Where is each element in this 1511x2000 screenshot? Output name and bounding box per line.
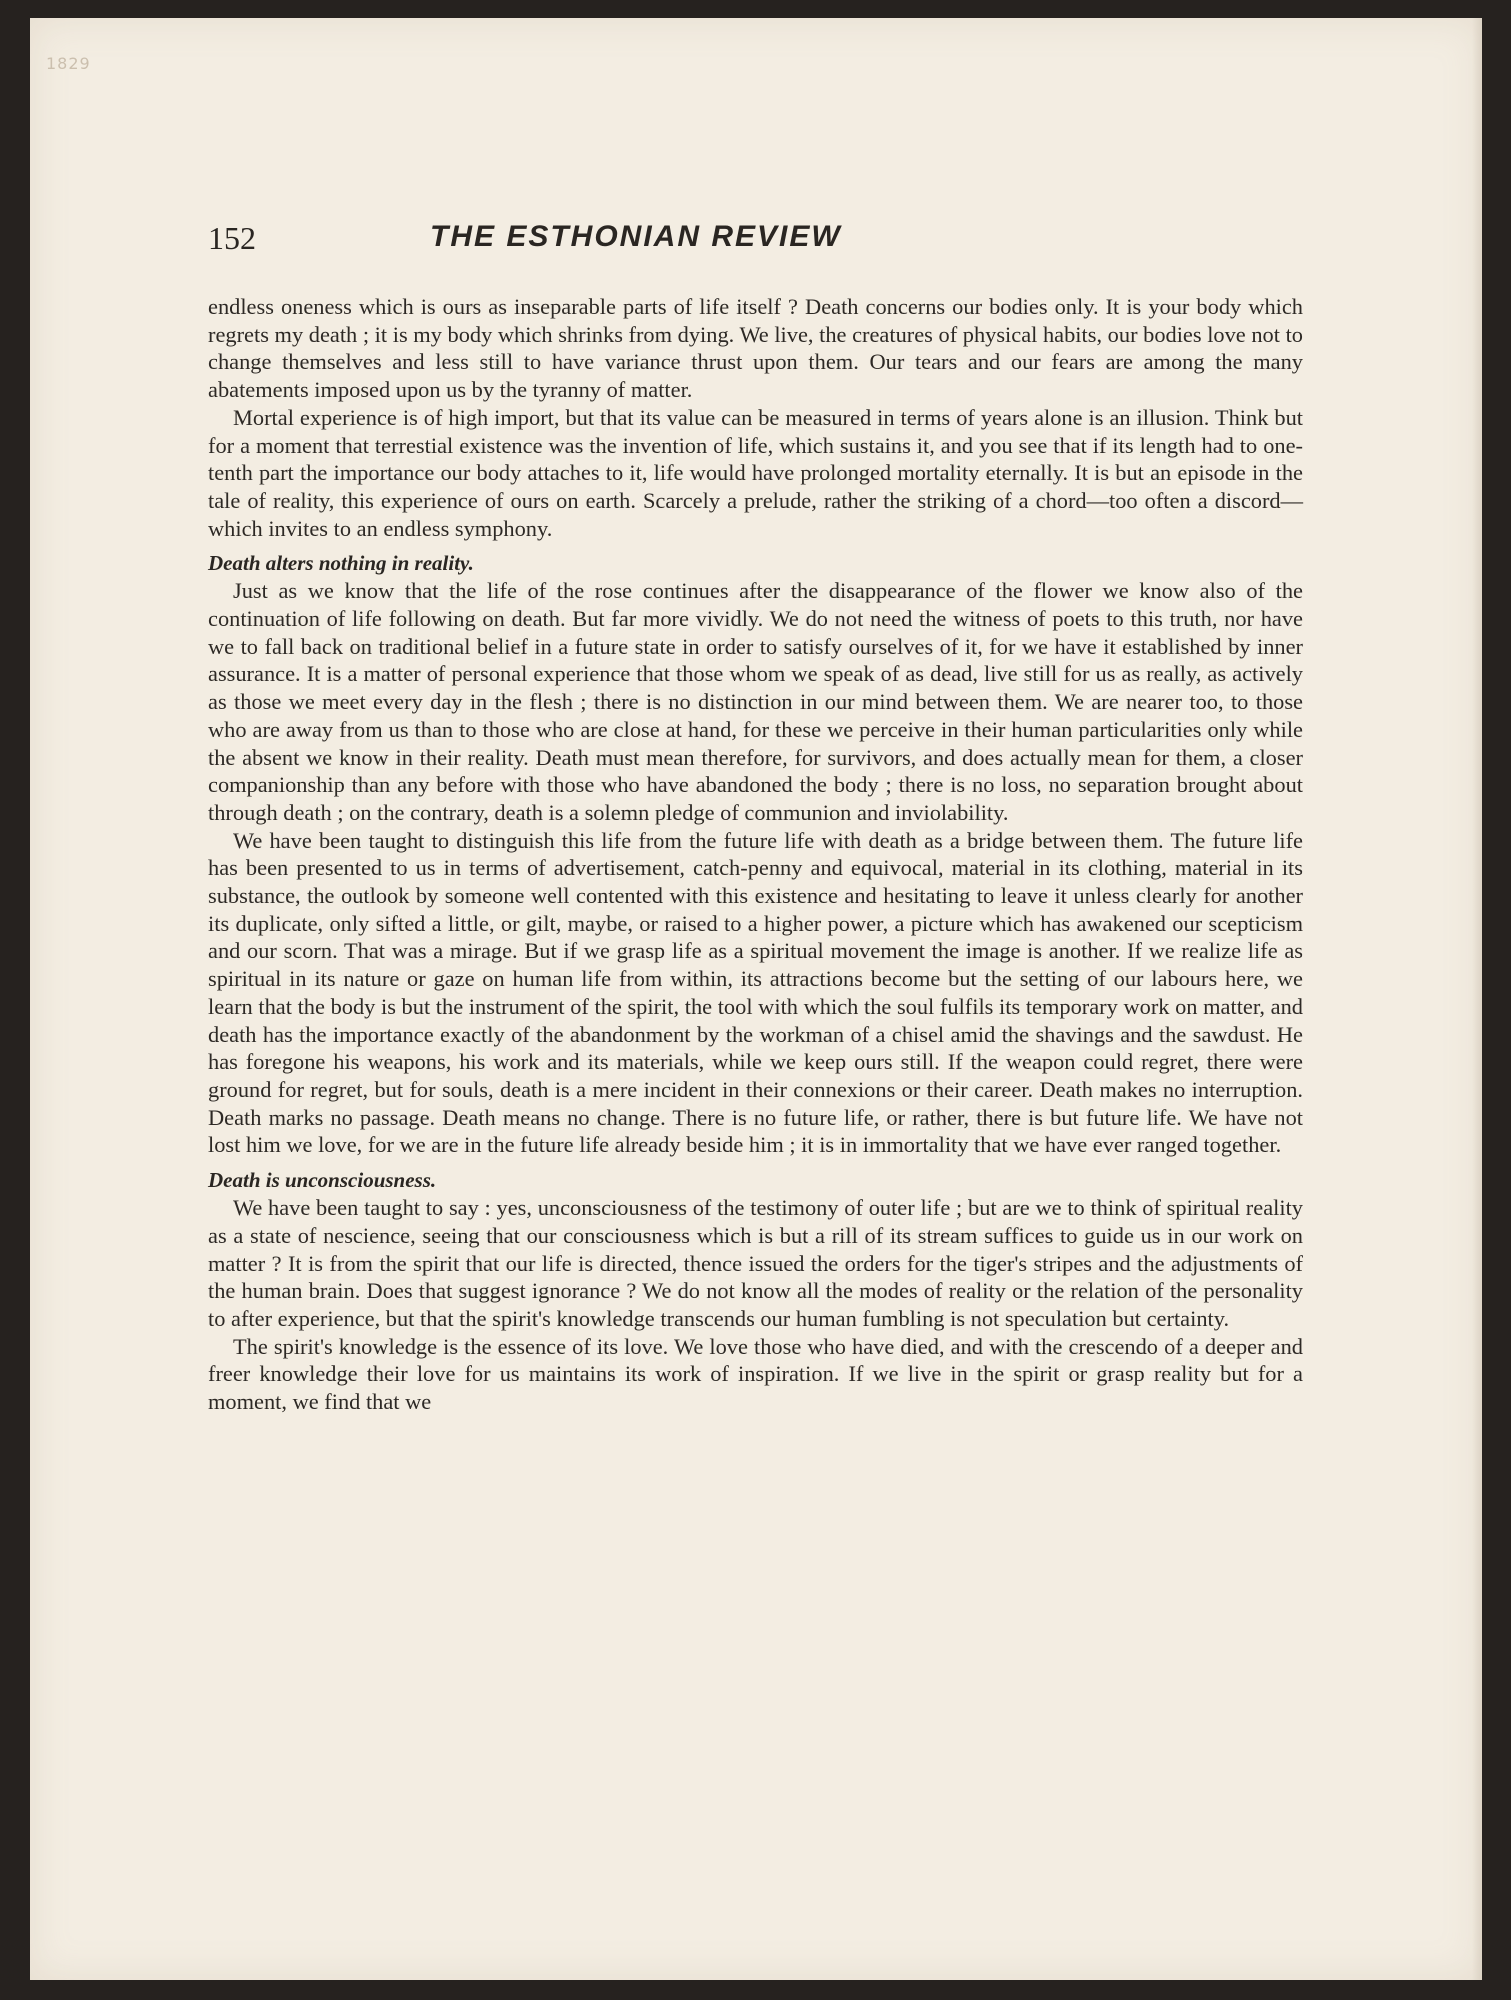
torn-right-edge <box>1472 18 1482 1980</box>
paragraph: endless oneness which is ours as inseparable parts of life itself ? Death concerns our bodies only. It is your body which regrets my death ; it is my body which shrinks from dying. We live, the creatures of physical habits, our bodies love not to change themselves and less still to have variance thrust upon them. Our tears and our fears are among the many abatements imposed upon us by the tyranny of matter. <box>208 294 1303 403</box>
paragraph: The spirit's knowledge is the essence of its love. We love those who have died, and with the crescendo of a deeper and freer knowledge their love for us maintains its work of inspiration. If we live in the spirit or grasp reality but for a moment, we find that we <box>208 1333 1303 1415</box>
paragraph: We have been taught to say : yes, unconsciousness of the testimony of outer life ; but are we to think of spiritual reality as a state of nescience, seeing that our consciousness which is but a rill of its stream suffices to guide us in our work on matter ? It is from the spirit that our life is directed, thence issued the orders for the tiger's stripes and the adjustments of the human brain. Does that suggest ignorance ? We do not know all the modes of reality or the relation of the personality to after experience, but that the spirit's knowledge transcends our human fumbling is not speculation but certainty. <box>208 1195 1303 1331</box>
article-body <box>208 293 1303 1416</box>
section-heading: Death is unconsciousness. <box>208 1168 437 1193</box>
journal-title: THE ESTHONIAN REVIEW <box>430 220 842 253</box>
section-heading: Death alters nothing in reality. <box>208 551 474 576</box>
running-head <box>208 220 1303 270</box>
paragraph: We have been taught to distinguish this life from the future life with death as a bridge between them. The future life has been presented to us in terms of advertisement, catch-penny and equivocal, material in its clothing, material in its substance, the outlook by someone well contented with this existence and hesitating to leave it unless clearly for another its duplicate, only sifted a little, or gilt, maybe, or raised to a higher power, a picture which has awakened our scepticism and our scorn. That was a mirage. But if we grasp life as a spiritual movement the image is another. If we realize life as spiritual in its nature or gaze on human life from within, its attractions become but the setting of our labours here, we learn that the body is but the instrument of the spirit, the tool with which the soul fulfils its temporary work on matter, and death has the importance exactly of the abandonment by the workman of a chisel amid the shavings and the sawdust. He has foregone his weapons, his work and its materials, while we keep ours still. If the weapon could regret, there were ground for regret, but for souls, death is a mere incident in their connexions or their career. Death makes no interruption. Death marks no passage. Death means no change. There is no future life, or rather, there is but future life. We have not lost him we love, for we are in the future life already beside him ; it is in immortality that we have ever ranged together. <box>208 827 1303 1158</box>
page-number: 152 <box>208 220 256 256</box>
paragraph: Mortal experience is of high import, but that its value can be measured in terms of years alone is an illusion. Think but for a moment that terrestial existence was the invention of life, which sustains it, and you see that if its length had to one-tenth part the importance our body attaches to it, life would have prolonged mortality eternally. It is but an episode in the tale of reality, this experience of ours on earth. Scarcely a prelude, rather the striking of a chord—too often a discord—which invites to an endless symphony. <box>208 404 1303 541</box>
pencil-mark: 1829 <box>46 54 91 73</box>
paragraph: Just as we know that the life of the rose continues after the disappearance of the flower we know also of the continuation of life following on death. But far more vividly. We do not need the witness of poets to this truth, nor have we to fall back on traditional belief in a future state in order to satisfy ourselves of it, for we have it established by inner assurance. It is a matter of personal experience that those whom we speak of as dead, live still for us as really, as actively as those we meet every day in the flesh ; there is no distinction in our mind between them. We are nearer too, to those who are away from us than to those who are close at hand, for these we perceive in their human particularities only while the absent we know in their reality. Death must mean therefore, for survivors, and does actually mean for them, a closer companionship than any before with those who have abandoned the body ; there is no loss, no separation brought about through death ; on the contrary, death is a solemn pledge of communion and inviolability. <box>208 578 1303 825</box>
